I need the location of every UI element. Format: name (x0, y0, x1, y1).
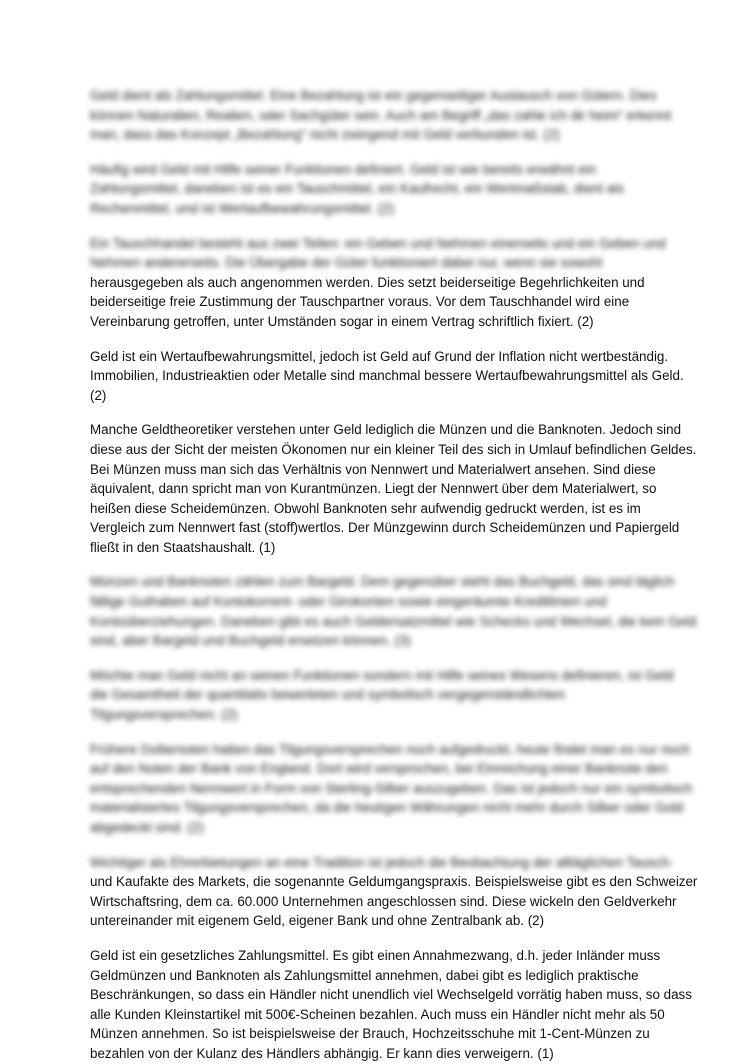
paragraph-line: Kontoüberziehungen. Daneben gibt es auch Geldersatzmittel wie Schecks und Wechsel, die kein Geld (90, 613, 697, 629)
paragraph-line: abgedeckt sind. (2) (90, 820, 204, 835)
paragraph-line: Rechenmittel, und ist Wertaufbewahrungsmittel. (2) (90, 200, 395, 216)
paragraph-line: alle Kunden Kleinstartikel mit 500€-Scheinen bezahlen. Auch muss ein Händler nicht mehr als 50 (90, 1006, 665, 1022)
paragraph-line: herausgegeben als auch angenommen werden. Dies setzt beiderseitige Begehrlichkeiten und (90, 274, 645, 290)
paragraph-line: Immobilien, Industrieaktien oder Metalle sind manchmal bessere Wertaufbewahrungsmittel als Geld. (90, 368, 684, 384)
paragraph-p7 (90, 666, 690, 725)
paragraph-line: Wichtiger als Ehrerbietungen an eine Tradition ist jedoch die Beobachtung der alltäglichen Tausch- (90, 854, 674, 870)
paragraph-line: entsprechenden Nennwert in Form von Sterling-Silber auszugeben. Das ist jedoch nur ein symbolisch (90, 780, 693, 796)
paragraph-p9 (90, 853, 698, 931)
paragraph-line: Häufig wird Geld mit Hilfe seiner Funktionen definiert. Geld ist wie bereits erwähnt ein (90, 161, 597, 177)
paragraph-p3 (90, 234, 690, 332)
paragraph-line: Bei Münzen muss man sich das Verhältnis von Nennwert und Materialwert ansehen. Sind diese (90, 461, 656, 477)
paragraph-line: Geldmünzen und Banknoten als Zahlungsmittel annehmen, dabei gibt es lediglich praktische (90, 967, 639, 983)
paragraph-line: (2) (90, 387, 107, 403)
paragraph-line: Münzen und Banknoten zählen zum Bargeld. Dem gegenüber steht das Buchgeld, das sind täglich (90, 574, 675, 590)
paragraph-p10 (90, 946, 690, 1064)
paragraph-line: die Gesamtheit der quantitativ bewerteten und symbolisch vergegenständlichten (90, 687, 565, 703)
paragraph-p5 (90, 420, 697, 557)
paragraph-p4 (90, 347, 690, 406)
paragraph-line: fließt in den Staatshaushalt. (1) (90, 539, 276, 555)
paragraph-line: untereinander mit eigenem Geld, eigener Bank und ohne Zentralbank ab. (2) (90, 913, 545, 929)
paragraph-line: Vergleich zum Nennwert fast (stoff)wertlos. Der Münzgewinn durch Scheidemünzen und Papiergeld (90, 520, 680, 536)
paragraph-line: Nehmen andererseits. Die Übergabe der Güter funktioniert dabei nur, wenn sie sowohl (90, 255, 603, 271)
paragraph-line: Münzen annehmen. So ist beispielsweise der Brauch, Hochzeitsschuhe mit 1-Cent-Münzen zu (90, 1026, 650, 1042)
paragraph-line: diese aus der Sicht der meisten Ökonomen nur ein kleiner Teil des sich in Umlauf befindlichen Geldes. (90, 441, 697, 457)
paragraph-p6 (90, 572, 697, 650)
paragraph-line: Frühere Dollarnoten hatten das Tilgungsversprechen noch aufgedruckt, heute findet man es nur noch (90, 741, 690, 757)
paragraph-line: äquivalent, dann spricht man von Kurantmünzen. Liegt der Nennwert über dem Materialwert, so (90, 481, 657, 497)
paragraph-line: Zahlungsmittel, daneben ist es ein Tauschmittel, ein Kaufrecht, ein Wertmaßstab, dient als (90, 181, 624, 197)
paragraph-line: heißen diese Scheidemünzen. Obwohl Banknoten sehr aufwendig gedruckt werden, ist es im (90, 500, 641, 516)
paragraph-line: sind, aber Bargeld und Buchgeld ersetzen können. (3) (90, 633, 411, 649)
paragraph-line: Möchte man Geld nicht an seinen Funktionen sondern mit Hilfe seines Wesens definieren, ist Geld (90, 667, 674, 683)
paragraph-line: Geld dient als Zahlungsmittel. Eine Bezahlung ist ein gegenseitiger Austausch von Gütern. Dies (90, 88, 657, 103)
paragraph-line: Manche Geldtheoretiker verstehen unter Geld lediglich die Münzen und die Banknoten. Jedoch sind (90, 422, 682, 438)
paragraph-line: beiderseitige freie Zustimmung der Tauschpartner voraus. Vor dem Tauschhandel wird eine (90, 294, 630, 310)
paragraph-line: Beschränkungen, so dass ein Händler nicht unendlich viel Wechselgeld vorrätig haben muss, so dass (90, 987, 692, 1003)
paragraph-line: Tilgungsversprechen. (2) (90, 707, 238, 723)
paragraph-line: Geld ist ein gesetzliches Zahlungsmittel. Es gibt einen Annahmezwang, d.h. jeder Inländer muss (90, 947, 661, 963)
paragraph-line: auf den Noten der Bank von England. Dort wird versprochen, bei Einreichung einer Banknote den (90, 761, 668, 777)
paragraph-p8 (90, 740, 693, 838)
paragraph-line: man, dass das Konzept „Bezahlung“ nicht zwingend mit Geld verbunden ist. (2) (90, 127, 560, 143)
paragraph-line: Ein Tauschhandel besteht aus zwei Teilen: ein Geben und Nehmen einerseits und ein Geben und (90, 235, 666, 251)
paragraph-p1 (90, 86, 690, 145)
paragraph-line: fällige Guthaben auf Kontokorrent- oder Girokonten sowie eingeräumte Kreditlinien und (90, 594, 607, 610)
paragraph-line: materialisiertes Tilgungsversprechen, da die heutigen Währungen nicht mehr durch Silber oder Gold (90, 800, 684, 816)
paragraph-p2 (90, 160, 690, 219)
paragraph-line: Wirtschaftsring, dem ca. 60.000 Unternehmen angeschlossen sind. Diese wickeln den Geldverkehr (90, 893, 677, 909)
paragraph-line: Vereinbarung getroffen, unter Umständen sogar in einem Vertrag schriftlich fixiert. (2) (90, 313, 594, 329)
paragraph-line: Geld ist ein Wertaufbewahrungsmittel, jedoch ist Geld auf Grund der Inflation nicht wertbeständig. (90, 348, 669, 364)
paragraph-line: und Kaufakte des Markets, die sogenannte Geldumgangspraxis. Beispielsweise gibt es den Schweizer (90, 874, 698, 890)
paragraph-line: können Naturalien, Realien, oder Sachgüter sein. Auch am Begriff „das zahle ich dir heim“ erkennt (90, 107, 672, 123)
paragraph-line: bezahlen von der Kulanz des Händlers abhängig. Er kann dies verweigern. (1) (90, 1045, 554, 1061)
